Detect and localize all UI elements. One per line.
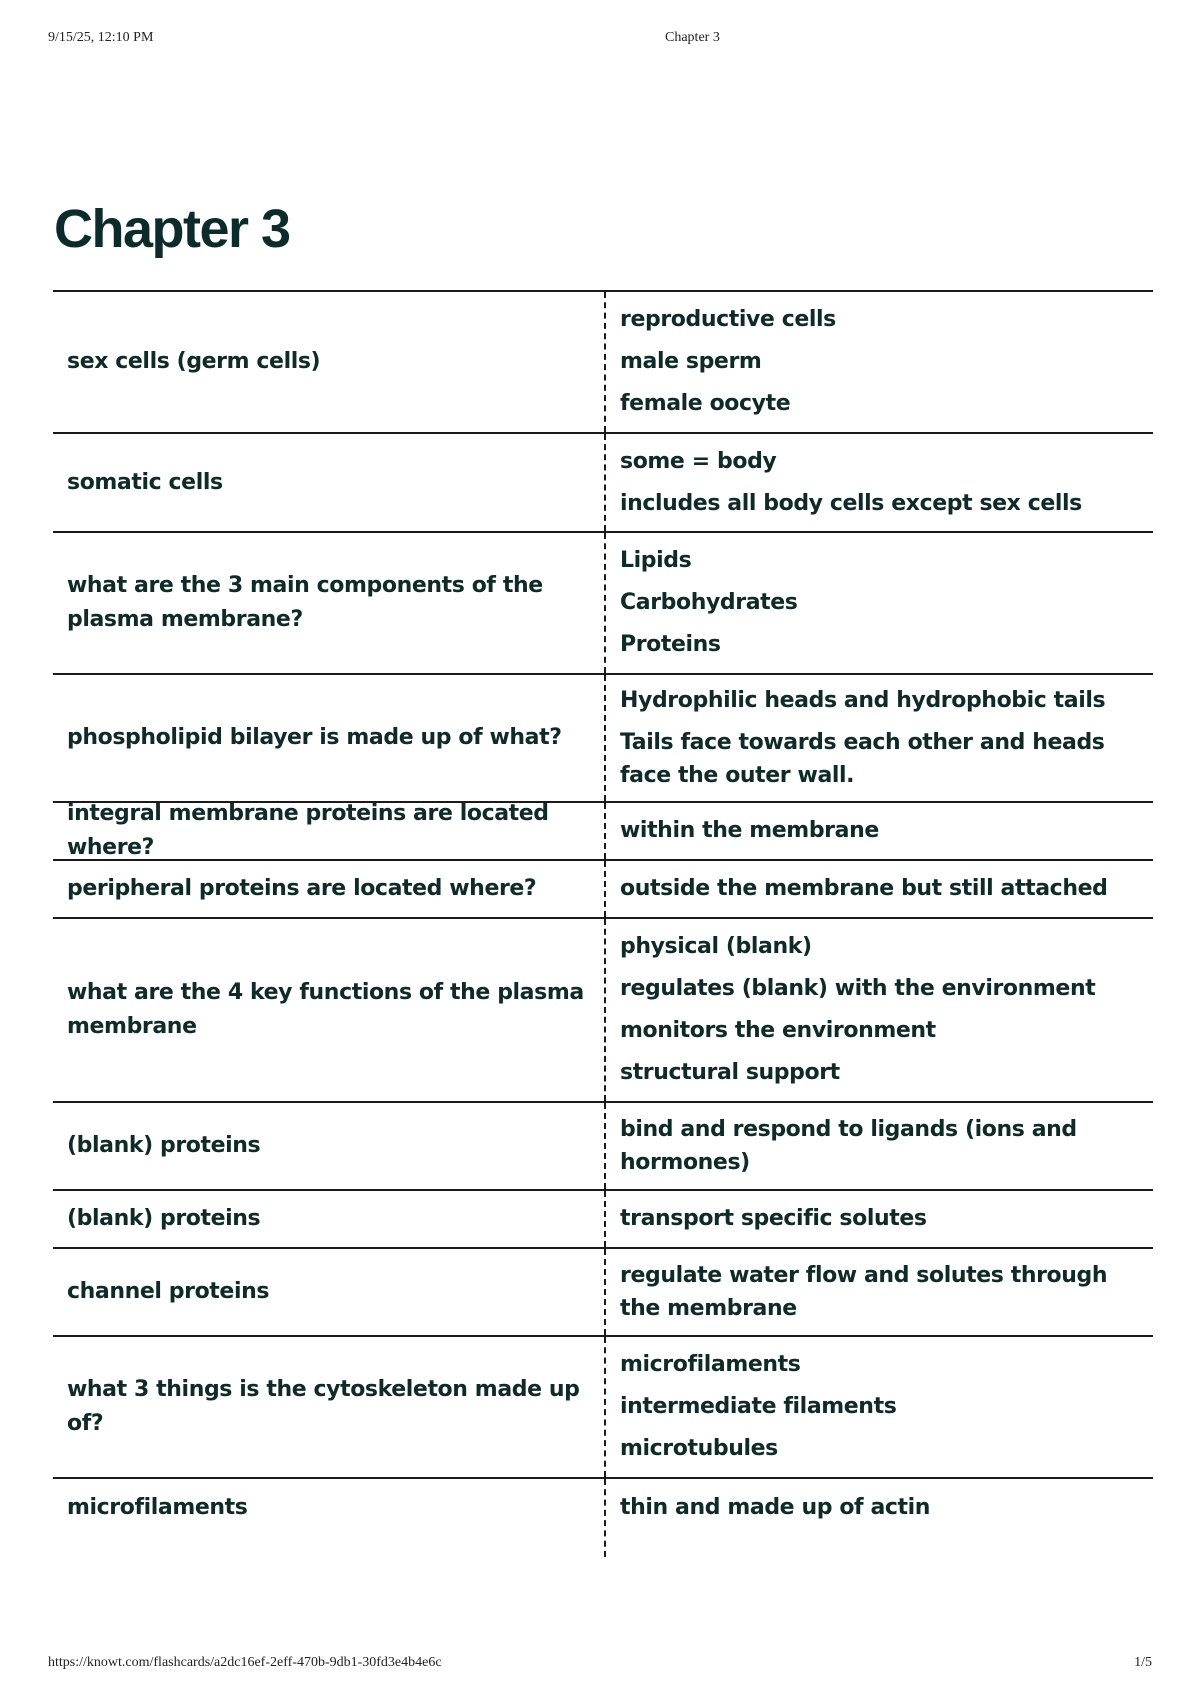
definition-line: Tails face towards each other and heads face the outer wall. <box>620 730 1105 788</box>
flashcard-term: what are the 3 main components of the plasma membrane? <box>67 573 543 632</box>
flashcard-definition <box>604 1191 1153 1247</box>
flashcard-row <box>53 673 1153 801</box>
flashcard-row <box>53 531 1153 673</box>
definition-line: within the membrane <box>620 818 879 843</box>
definition-line: Hydrophilic heads and hydrophobic tails <box>620 688 1106 713</box>
definition-line: some = body <box>620 448 777 474</box>
flashcard-definition <box>604 1103 1153 1189</box>
flashcard-row <box>53 1335 1153 1477</box>
print-footer <box>48 1655 1152 1675</box>
flashcard-definition <box>604 533 1153 673</box>
flashcard-row <box>53 917 1153 1101</box>
definition-line: includes all body cells except sex cells <box>620 490 1082 516</box>
definition-line: reproductive cells <box>620 307 836 332</box>
flashcard-definition <box>604 861 1153 917</box>
print-header <box>48 30 1152 50</box>
flashcard-definition <box>604 1479 1153 1557</box>
definition-line: microfilaments <box>620 1352 801 1377</box>
flashcard-row <box>53 1477 1153 1557</box>
definition-line: Proteins <box>620 632 721 657</box>
flashcard-term: integral membrane proteins are located where? <box>67 801 549 860</box>
flashcard-term: channel proteins <box>67 1279 270 1304</box>
flashcard-definition <box>604 675 1153 801</box>
definition-line: regulate water flow and solutes through the membrane <box>620 1263 1108 1321</box>
definition-line: Lipids <box>620 548 692 573</box>
flashcard-term: peripheral proteins are located where? <box>67 876 537 901</box>
flashcard-definition <box>604 919 1153 1101</box>
flashcard-definition <box>604 292 1153 432</box>
print-datetime: 9/15/25, 12:10 PM <box>48 30 154 45</box>
flashcard-definition <box>604 434 1153 531</box>
page-title: Chapter 3 <box>54 199 290 259</box>
definition-line: thin and made up of actin <box>620 1495 931 1520</box>
definition-line: Carbohydrates <box>620 590 798 615</box>
page-number: 1/5 <box>1134 1655 1152 1670</box>
definition-line: structural support <box>620 1060 840 1085</box>
definition-line: male sperm <box>620 349 762 374</box>
flashcard-row <box>53 1101 1153 1189</box>
flashcard-term: sex cells (germ cells) <box>67 349 321 374</box>
definition-line: microtubules <box>620 1436 778 1461</box>
definition-line: regulates (blank) with the environment <box>620 976 1096 1001</box>
flashcard-term: what 3 things is the cytoskeleton made up of? <box>67 1377 580 1436</box>
definition-line: outside the membrane but still attached <box>620 876 1108 901</box>
flashcard-row <box>53 1189 1153 1247</box>
definition-line: female oocyte <box>620 391 791 416</box>
flashcard-row <box>53 290 1153 432</box>
flashcard-list <box>53 290 1153 1650</box>
definition-line: transport specific solutes <box>620 1206 927 1231</box>
flashcard-row <box>53 859 1153 917</box>
flashcard-definition <box>604 1249 1153 1335</box>
flashcard-term: phospholipid bilayer is made up of what? <box>67 725 562 750</box>
flashcard-row <box>53 1247 1153 1335</box>
flashcard-definition <box>604 1337 1153 1477</box>
definition-line: intermediate filaments <box>620 1394 897 1419</box>
flashcard-term: microfilaments <box>67 1495 248 1520</box>
source-url: https://knowt.com/flashcards/a2dc16ef-2eff-470b-9db1-30fd3e4b4e6c <box>48 1655 442 1670</box>
definition-line: physical (blank) <box>620 934 812 959</box>
flashcard-definition <box>604 803 1153 859</box>
definition-line: monitors the environment <box>620 1018 936 1043</box>
flashcard-row <box>53 801 1153 859</box>
definition-line: bind and respond to ligands (ions and hormones) <box>620 1117 1077 1175</box>
flashcard-term: (blank) proteins <box>67 1133 261 1158</box>
flashcard-row <box>53 432 1153 531</box>
flashcard-term: what are the 4 key functions of the plasma membrane <box>67 980 584 1039</box>
flashcard-term: somatic cells <box>67 469 223 495</box>
flashcard-term: (blank) proteins <box>67 1206 261 1231</box>
print-title: Chapter 3 <box>665 30 720 45</box>
